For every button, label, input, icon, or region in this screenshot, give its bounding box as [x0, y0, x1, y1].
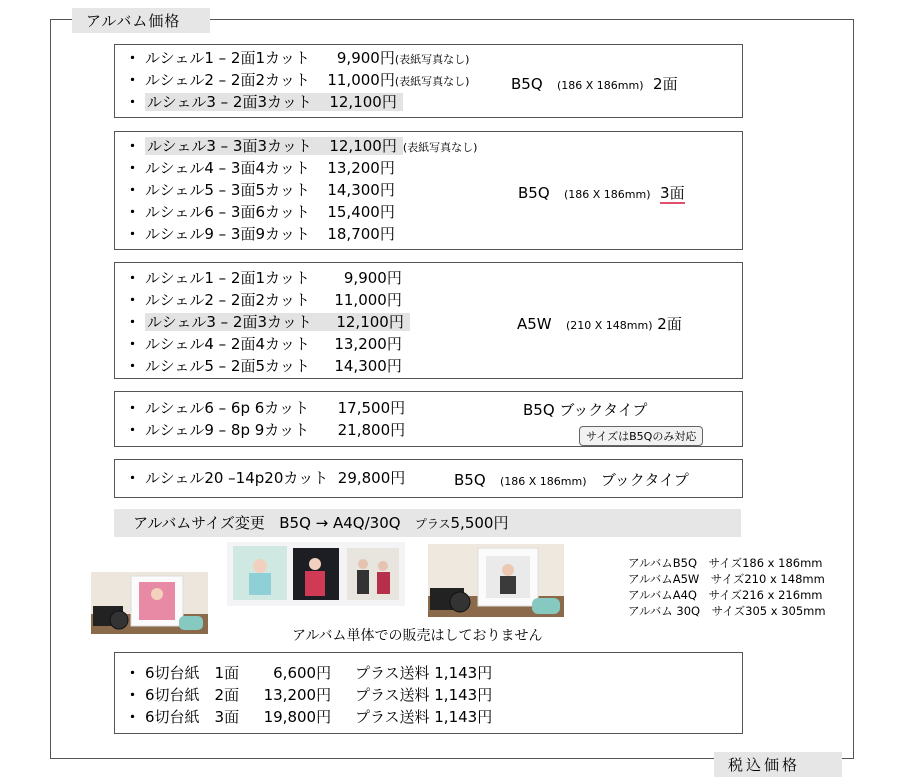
item-price: 12,100円	[336, 313, 404, 331]
pages-underlined: 3面	[660, 184, 685, 202]
item-name: ルシェル6 – 3面6カット	[145, 203, 310, 221]
item-note: (表紙写真なし)	[394, 53, 470, 66]
album-spec: A5W (210 X 148mm) 2面	[517, 315, 682, 333]
album-spec: B5Q (186 X 186mm) 3面	[518, 184, 685, 202]
list-item: ・ ルシェル1 – 2面1カット 9,900円	[125, 269, 402, 287]
outer-frame	[50, 19, 854, 759]
size-row: アルバムB5Q サイズ186 x 186mm	[628, 556, 823, 570]
list-item: ・ ルシェル4 – 3面4カット 13,200円	[125, 159, 395, 177]
list-item: ・ ルシェル3 – 2面3カット 12,100円	[125, 312, 410, 333]
item-price: 9,900円	[343, 269, 402, 287]
album-photo-camera-right	[428, 544, 564, 617]
size-row: アルバムA4Q サイズ216 x 216mm	[628, 588, 823, 602]
item-price: 11,000円	[334, 291, 402, 309]
list-item: ・ ルシェル9 – 3面9カット 18,700円	[125, 225, 395, 243]
item-name: ルシェル9 – 8p 9カット	[145, 421, 310, 439]
album-photo-camera-left	[91, 572, 208, 634]
item-name: ルシェル1 – 2面1カット	[145, 269, 310, 287]
item-name: ルシェル2 – 2面2カット	[145, 71, 310, 89]
list-item: ・ ルシェル5 – 3面5カット 14,300円	[125, 181, 395, 199]
item-note: (表紙写真なし)	[402, 141, 478, 154]
item-price: 13,200円	[327, 159, 395, 177]
item-price: 11,000円	[327, 71, 395, 89]
size-row: アルバムA5W サイズ210 x 148mm	[628, 572, 825, 586]
list-item: ・ ルシェル3 – 3面3カット 12,100円 (表紙写真なし)	[125, 137, 478, 155]
size-note-badge: サイズはB5Qのみ対応	[579, 426, 703, 446]
list-item: ・ ルシェル9 – 8p 9カット 21,800円	[125, 421, 406, 439]
item-name: ルシェル20 –14p20カット	[145, 469, 329, 487]
album-spec: B5Q ブックタイプ	[523, 401, 648, 419]
item-price: 18,700円	[327, 225, 395, 243]
list-item: ・ ルシェル2 – 2面2カット 11,000円(表紙写真なし)	[125, 71, 470, 89]
mount-item: ・ 6切台紙 1面 6,600円 プラス送料 1,143円	[125, 664, 493, 682]
mount-name: 6切台紙 3面	[145, 708, 240, 726]
mount-shipping: プラス送料 1,143円	[354, 686, 493, 704]
item-price: 17,500円	[337, 399, 406, 417]
item-price: 13,200円	[334, 335, 402, 353]
tax-included-label: 税込価格	[714, 752, 842, 777]
notice-text: アルバム単体での販売はしておりません	[292, 628, 543, 644]
mount-name: 6切台紙 2面	[145, 686, 240, 704]
mount-item: ・ 6切台紙 2面 13,200円 プラス送料 1,143円	[125, 686, 493, 704]
album-photo-spread	[227, 542, 405, 606]
list-item: ・ ルシェル3 – 2面3カット 12,100円	[125, 92, 403, 113]
list-item: ・ ルシェル5 – 2面5カット 14,300円	[125, 357, 402, 375]
item-name: ルシェル4 – 2面4カット	[145, 335, 310, 353]
item-price: 21,800円	[337, 421, 406, 439]
item-price: 29,800円	[337, 469, 406, 487]
mount-name: 6切台紙 1面	[145, 664, 240, 682]
list-item: ・ ルシェル2 – 2面2カット 11,000円	[125, 291, 402, 309]
album-spec: B5Q (186 X 186mm) 2面	[511, 75, 678, 93]
item-price: 15,400円	[327, 203, 395, 221]
item-name: ルシェル5 – 3面5カット	[145, 181, 310, 199]
item-price: 9,900円	[336, 49, 395, 67]
section-title: アルバム価格	[72, 8, 210, 33]
list-item: ・ ルシェル20 –14p20カット 29,800円	[125, 469, 406, 487]
item-price: 14,300円	[327, 181, 395, 199]
album-box-3men-b5q	[114, 131, 743, 250]
mount-price-box	[114, 652, 743, 734]
item-name: ルシェル5 – 2面5カット	[145, 357, 310, 375]
item-name: ルシェル2 – 2面2カット	[145, 291, 310, 309]
item-price: 12,100円	[329, 137, 397, 155]
item-name: ルシェル3 – 2面3カット	[147, 93, 312, 111]
list-item: ・ ルシェル6 – 3面6カット 15,400円	[125, 203, 395, 221]
album-size-list	[628, 555, 826, 619]
mount-shipping: プラス送料 1,143円	[354, 708, 493, 726]
mount-shipping: プラス送料 1,143円	[354, 664, 493, 682]
item-name: ルシェル6 – 6p 6カット	[145, 399, 310, 417]
list-item: ・ ルシェル6 – 6p 6カット 17,500円	[125, 399, 406, 417]
album-box-2men-a5w	[114, 262, 743, 379]
item-price: 14,300円	[334, 357, 402, 375]
size-row: アルバム 30Q サイズ305 x 305mm	[628, 604, 826, 618]
album-box-2men-b5q	[114, 44, 743, 118]
item-price: 12,100円	[329, 93, 397, 111]
mount-item: ・ 6切台紙 3面 19,800円 プラス送料 1,143円	[125, 708, 493, 726]
list-item: ・ ルシェル4 – 2面4カット 13,200円	[125, 335, 402, 353]
album-spec: B5Q (186 X 186mm) ブックタイプ	[454, 471, 689, 489]
item-note: (表紙写真なし)	[394, 75, 470, 88]
album-box-20cut	[114, 459, 743, 498]
size-change-banner: アルバムサイズ変更 B5Q → A4Q/30Q プラス5,500円	[114, 509, 741, 537]
album-box-book	[114, 391, 743, 447]
item-name: ルシェル9 – 3面9カット	[145, 225, 310, 243]
item-name: ルシェル3 – 2面3カット	[147, 313, 312, 331]
item-name: ルシェル4 – 3面4カット	[145, 159, 310, 177]
list-item: ・ ルシェル1 – 2面1カット 9,900円(表紙写真なし)	[125, 49, 470, 67]
item-name: ルシェル3 – 3面3カット	[147, 137, 312, 155]
mount-price: 6,600円	[273, 664, 332, 682]
item-name: ルシェル1 – 2面1カット	[145, 49, 310, 67]
mount-price: 19,800円	[263, 708, 332, 726]
mount-price: 13,200円	[263, 686, 332, 704]
